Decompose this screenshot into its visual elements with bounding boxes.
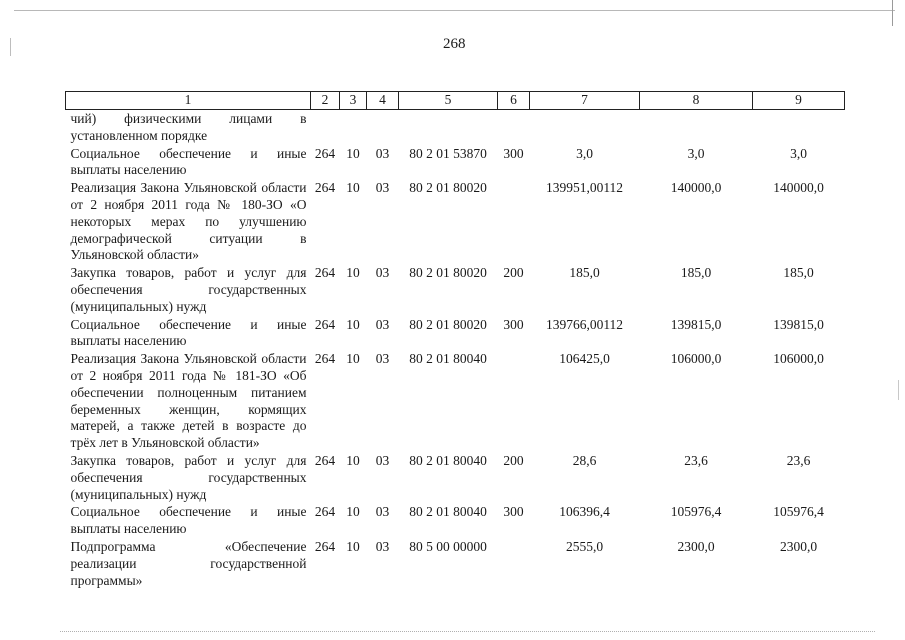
cell-subsection xyxy=(367,110,399,145)
cell-expense-type xyxy=(498,110,530,145)
page-number: 268 xyxy=(443,36,466,52)
cell-section: 10 xyxy=(346,538,360,554)
cell-amount-col7: 2555,0 xyxy=(565,538,604,554)
cell-ministry-code: 264 xyxy=(314,180,336,196)
cell-amount-col9: 23,6 xyxy=(786,452,811,468)
table-row xyxy=(66,538,845,589)
cell-ministry-code: 264 xyxy=(314,145,336,161)
cell-section: 10 xyxy=(346,316,360,332)
cell-amount-col7: 139951,00112 xyxy=(545,180,624,196)
cell-expense-type: 200 xyxy=(503,265,524,281)
table-header xyxy=(66,92,845,110)
cell-subsection: 03 xyxy=(375,504,390,520)
cell-expense-type: 300 xyxy=(503,145,524,161)
cell-target-article: 80 2 01 80020 xyxy=(409,316,487,332)
row-description: Реализация Закона Ульяновской области от 2 ноября 2011 года № 180-ЗО «О некоторых мерах по улучшению демографической ситуации в Ульяновской области» xyxy=(70,180,307,263)
cell-amount-col9: 140000,0 xyxy=(773,180,824,196)
cell-section: 10 xyxy=(346,452,360,468)
row-description: Социальное обеспечение и иные выплаты населению xyxy=(70,504,307,537)
header-col-2: 2 xyxy=(311,92,340,110)
cell-ministry-code: 264 xyxy=(314,452,336,468)
cell-ministry-code: 264 xyxy=(314,504,336,520)
cell-subsection: 03 xyxy=(375,538,390,554)
cell-subsection: 03 xyxy=(375,452,390,468)
cell-target-article: 80 5 00 00000 xyxy=(409,538,487,554)
cell-subsection: 03 xyxy=(375,180,390,196)
cell-amount-col8 xyxy=(640,110,753,145)
cell-target-article: 80 2 01 53870 xyxy=(409,145,487,161)
cell-amount-col9: 185,0 xyxy=(783,265,814,281)
header-col-8: 8 xyxy=(640,92,753,110)
scan-edge-right-mark xyxy=(898,380,899,400)
cell-amount-col9: 106000,0 xyxy=(773,351,824,367)
table-row xyxy=(66,452,845,503)
cell-expense-type xyxy=(498,350,530,452)
cell-expense-type: 300 xyxy=(503,504,524,520)
cell-target-article: 80 2 01 80040 xyxy=(409,452,487,468)
cell-target-article: 80 2 01 80020 xyxy=(409,265,487,281)
table-row xyxy=(66,316,845,351)
cell-amount-col7: 106396,4 xyxy=(559,504,610,520)
budget-table xyxy=(65,91,845,589)
cell-ministry-code: 264 xyxy=(314,316,336,332)
table-row xyxy=(66,350,845,452)
cell-target-article: 80 2 01 80040 xyxy=(409,504,487,520)
cell-amount-col9: 139815,0 xyxy=(773,316,824,332)
cell-amount-col8: 2300,0 xyxy=(677,538,715,554)
header-col-1: 1 xyxy=(66,92,311,110)
cell-expense-type: 200 xyxy=(503,452,524,468)
header-col-3: 3 xyxy=(340,92,367,110)
cell-amount-col7: 106425,0 xyxy=(559,351,610,367)
cell-amount-col9: 3,0 xyxy=(790,145,807,161)
cell-amount-col7 xyxy=(530,110,640,145)
row-description: Социальное обеспечение и иные выплаты населению xyxy=(70,145,307,178)
scan-edge-right xyxy=(892,0,893,26)
cell-amount-col8: 185,0 xyxy=(680,265,712,281)
header-col-9: 9 xyxy=(753,92,845,110)
cell-amount-col8: 106000,0 xyxy=(670,351,722,367)
table-row xyxy=(66,145,845,180)
table-body xyxy=(66,110,845,590)
cell-amount-col8: 139815,0 xyxy=(670,316,722,332)
cell-expense-type xyxy=(498,538,530,589)
cell-amount-col9 xyxy=(753,110,845,145)
cell-ministry-code: 264 xyxy=(314,265,336,281)
cell-ministry-code: 264 xyxy=(314,538,336,554)
cell-section: 10 xyxy=(346,504,360,520)
scan-edge-top xyxy=(14,10,895,11)
table-row xyxy=(66,110,845,145)
cell-target-article: 80 2 01 80040 xyxy=(409,351,487,367)
cell-amount-col8: 105976,4 xyxy=(670,504,722,520)
cell-amount-col7: 28,6 xyxy=(572,452,597,468)
row-description: Социальное обеспечение и иные выплаты населению xyxy=(70,316,307,349)
header-col-7: 7 xyxy=(530,92,640,110)
table-row xyxy=(66,503,845,538)
cell-subsection: 03 xyxy=(375,351,390,367)
cell-subsection: 03 xyxy=(375,145,390,161)
cell-amount-col7: 3,0 xyxy=(576,145,593,161)
scan-edge-left xyxy=(10,38,11,56)
cell-ministry-code xyxy=(311,110,340,145)
cell-section: 10 xyxy=(346,265,360,281)
cell-amount-col7: 139766,00112 xyxy=(545,316,624,332)
cell-subsection: 03 xyxy=(375,316,390,332)
row-description: Подпрограмма «Обеспечение реализации государственной программы» xyxy=(70,538,307,588)
header-col-5: 5 xyxy=(399,92,498,110)
row-description: Закупка товаров, работ и услуг для обеспечения государственных (муниципальных) нужд xyxy=(70,452,307,502)
cell-ministry-code: 264 xyxy=(314,351,336,367)
cell-amount-col7: 185,0 xyxy=(569,265,600,281)
cell-section: 10 xyxy=(346,180,360,196)
cell-section: 10 xyxy=(346,351,360,367)
scan-bottom-noise xyxy=(60,631,875,634)
cell-section: 10 xyxy=(346,145,360,161)
table-row xyxy=(66,264,845,315)
cell-amount-col8: 23,6 xyxy=(684,452,708,468)
cell-amount-col8: 140000,0 xyxy=(670,180,722,196)
cell-amount-col8: 3,0 xyxy=(687,145,705,161)
row-description: Реализация Закона Ульяновской области от 2 ноября 2011 года № 181-ЗО «Об обеспечении полноценным питанием беременных женщин, кормящих матерей, а также детей в возрасте до трёх лет в Ульяновской области» xyxy=(70,351,307,451)
cell-target-article: 80 2 01 80020 xyxy=(409,180,487,196)
cell-subsection: 03 xyxy=(375,265,390,281)
cell-expense-type: 300 xyxy=(503,316,524,332)
header-row xyxy=(66,92,845,110)
cell-amount-col9: 2300,0 xyxy=(779,538,818,554)
cell-target-article xyxy=(399,110,498,145)
header-col-4: 4 xyxy=(367,92,399,110)
cell-expense-type xyxy=(498,179,530,264)
header-col-6: 6 xyxy=(498,92,530,110)
table-row xyxy=(66,179,845,264)
row-description: Закупка товаров, работ и услуг для обеспечения государственных (муниципальных) нужд xyxy=(70,265,307,314)
row-description: чий) физическими лицами в установленном порядке xyxy=(70,111,307,143)
cell-section xyxy=(340,110,367,145)
cell-amount-col9: 105976,4 xyxy=(773,504,824,520)
